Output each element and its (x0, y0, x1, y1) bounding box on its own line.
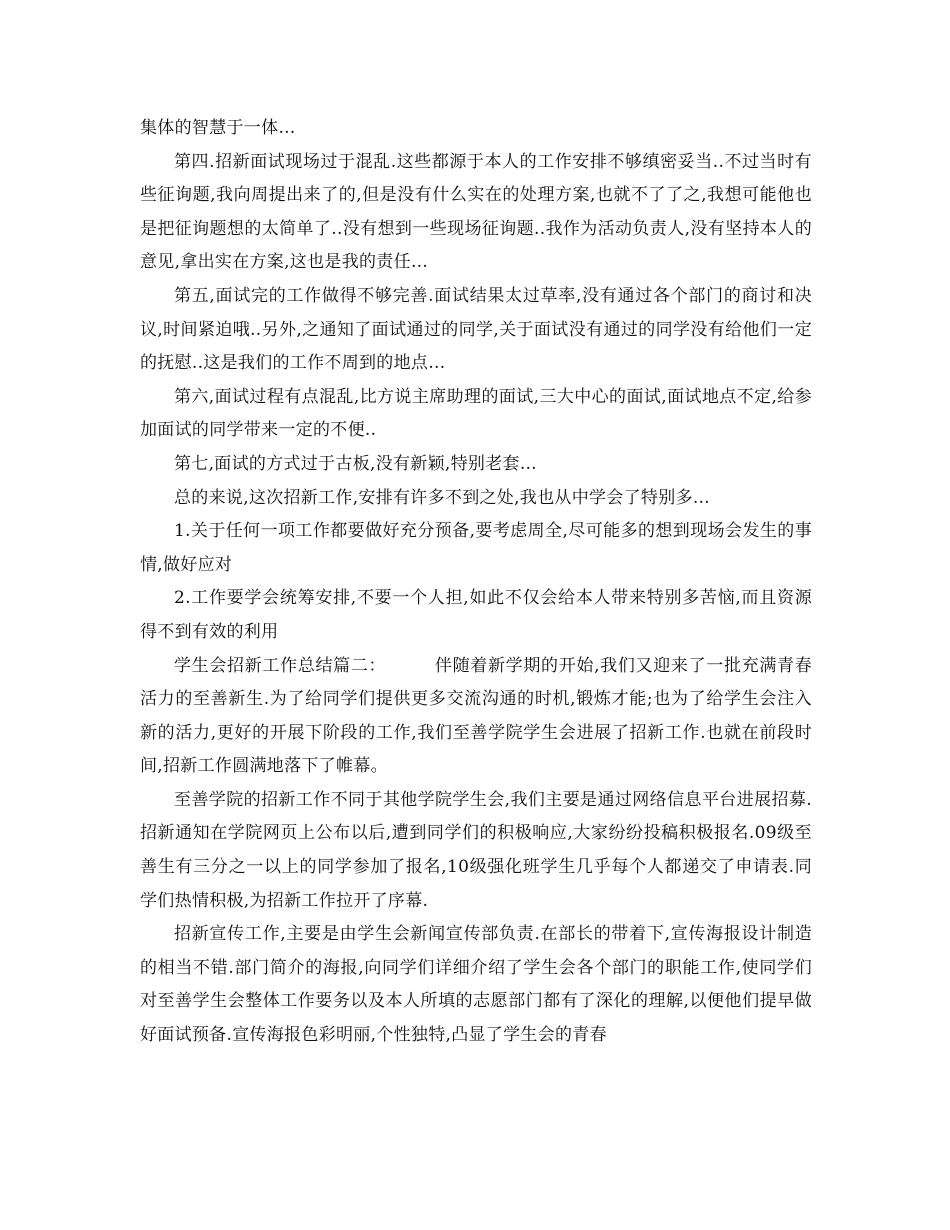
paragraph-point-five: 第五,面试完的工作做得不够完善.面试结果太过草率,没有通过各个部门的商讨和决议,时间紧迫哦..另外,之通知了面试通过的同学,关于面试没有通过的同学没有给他们一定的抚慰..这是我们的工作不周到的地点… (140, 285, 812, 374)
paragraph-part-two-intro: 学生会招新工作总结篇二： 伴随着新学期的开始,我们又迎来了一批充满青春活力的至善新生.为了给同学们提供更多交流沟通的时机,锻炼才能;也为了给学生会注入新的活力,更好的开展下阶段的工作,我们至善学院学生会进展了招新工作.也就在前段时间,招新工作圆满地落下了帷幕。 (140, 655, 812, 777)
paragraph-point-six: 第六,面试过程有点混乱,比方说主席助理的面试,三大中心的面试,面试地点不定,给参加面试的同学带来一定的不便.. (140, 386, 812, 441)
paragraph-point-seven: 第七,面试的方式过于古板,没有新颖,特别老套… (174, 453, 538, 474)
document-body (140, 112, 812, 1053)
paragraph-recruitment-method: 至善学院的招新工作不同于其他学院学生会,我们主要是通过网络信息平台进展招募.招新通知在学院网页上公布以后,遭到同学们的积极响应,大家纷纷投稿积极报名.09级至善生有三分之一以上的同学参加了报名,10级强化班学生几乎每个人都递交了申请表.同学们热情积极,为招新工作拉开了序幕. (140, 789, 812, 911)
paragraph-lesson-one: 1.关于任何一项工作都要做好充分预备,要考虑周全,尽可能多的想到现场会发生的事情,做好应对 (140, 521, 812, 575)
paragraph-point-four: 第四.招新面试现场过于混乱.这些都源于本人的工作安排不够缜密妥当..不过当时有些征询题,我向周提出来了的,但是没有什么实在的处理方案,也就不了了之,我想可能他也是把征询题想的太简单了..没有想到一些现场征询题..我作为活动负责人,没有坚持本人的意见,拿出实在方案,这也是我的责任… (140, 151, 812, 273)
paragraph-publicity-work: 招新宣传工作,主要是由学生会新闻宣传部负责.在部长的带着下,宣传海报设计制造的相当不错.部门简介的海报,向同学们详细介绍了学生会各个部门的职能工作,使同学们对至善学生会整体工作要务以及本人所填的志愿部门都有了深化的理解,以便他们提早做好面试预备.宣传海报色彩明丽,个性独特,凸显了学生会的青春 (140, 924, 812, 1046)
paragraph-summary: 总的来说,这次招新工作,安排有许多不到之处,我也从中学会了特别多… (174, 487, 711, 508)
paragraph-continuation: 集体的智慧于一体… (140, 118, 296, 138)
paragraph-lesson-two: 2.工作要学会统筹安排,不要一个人担,如此不仅会给本人带来特别多苦恼,而且资源得不到有效的利用 (140, 588, 812, 642)
